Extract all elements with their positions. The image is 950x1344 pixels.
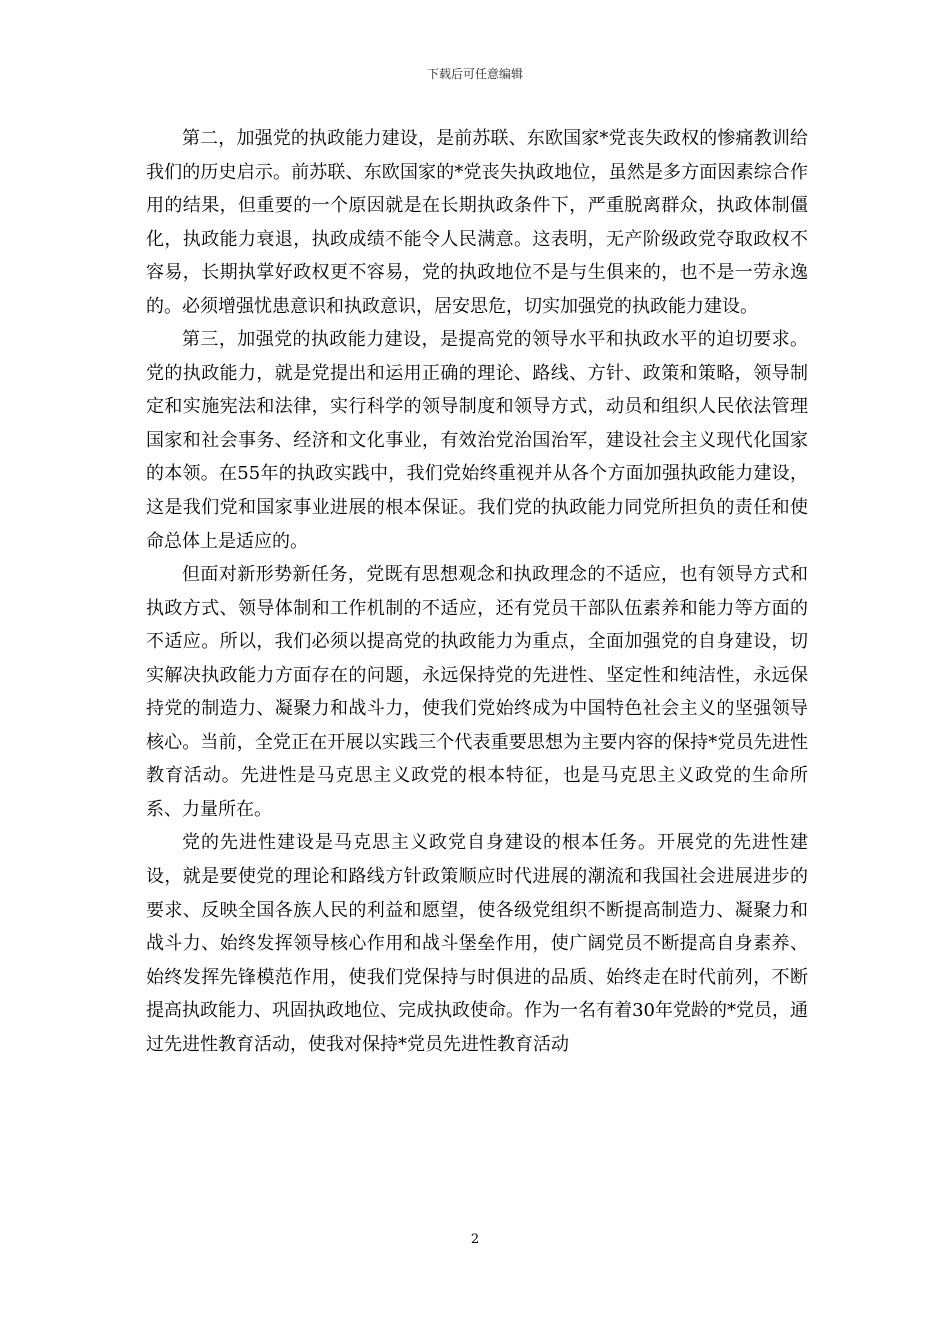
paragraph: 第二，加强党的执政能力建设，是前苏联、东欧国家*党丧失政权的惨痛教训给我们的历史启示。前苏联、东欧国家的*党丧失执政地位，虽然是多方面因素综合作用的结果，但重要的一个原因就是在长期执政条件下，严重脱离群众，执政体制僵化，执政能力衰退，执政成绩不能令人民满意。这表明，无产阶级政党夺取政权不容易，长期执掌好政权更不容易，党的执政地位不是与生俱来的，也不是一劳永逸的。必须增强忧患意识和执政意识，居安思危，切实加强党的执政能力建设。 <box>146 128 808 317</box>
paragraph: 但面对新形势新任务，党既有思想观念和执政理念的不适应，也有领导方式和执政方式、领导体制和工作机制的不适应，还有党员干部队伍素养和能力等方面的不适应。所以，我们必须以提高党的执政能力为重点，全面加强党的自身建设，切实解决执政能力方面存在的问题，永远保持党的先进性、坚定性和纯洁性，永远保持党的制造力、凝聚力和战斗力，使我们党始终成为中国特色社会主义的坚强领导核心。当前，全党正在开展以实践三个代表重要思想为主要内容的保持*党员先进性教育活动。先进性是马克思主义政党的根本特征，也是马克思主义政党的生命所系、力量所在。 <box>146 564 808 820</box>
body-text <box>146 122 808 1061</box>
page-header: 下载后可任意编辑 <box>426 67 523 81</box>
paragraph: 党的先进性建设是马克思主义政党自身建设的根本任务。开展党的先进性建设，就是要使党的理论和路线方针政策顺应时代进展的潮流和我国社会进展进步的要求、反映全国各族人民的利益和愿望，使各级党组织不断提高制造力、凝聚力和战斗力、始终发挥领导核心作用和战斗堡垒作用，使广阔党员不断提高自身素养、始终发挥先锋模范作用，使我们党保持与时俱进的品质、始终走在时代前列，不断提高执政能力、巩固执政地位、完成执政使命。作为一名有着30年党龄的*党员，通过先进性教育活动，使我对保持*党员先进性教育活动 <box>146 832 808 1055</box>
paragraph: 第三，加强党的执政能力建设，是提高党的领导水平和执政水平的迫切要求。党的执政能力，就是党提出和运用正确的理论、路线、方针、政策和策略，领导制定和实施宪法和法律，实行科学的领导制度和领导方式，动员和组织人民依法管理国家和社会事务、经济和文化事业，有效治党治国治军，建设社会主义现代化国家的本领。在55年的执政实践中，我们党始终重视并从各个方面加强执政能力建设，这是我们党和国家事业进展的根本保证。我们党的执政能力同党所担负的责任和使命总体上是适应的。 <box>146 329 808 552</box>
page-number: 2 <box>470 1232 480 1247</box>
